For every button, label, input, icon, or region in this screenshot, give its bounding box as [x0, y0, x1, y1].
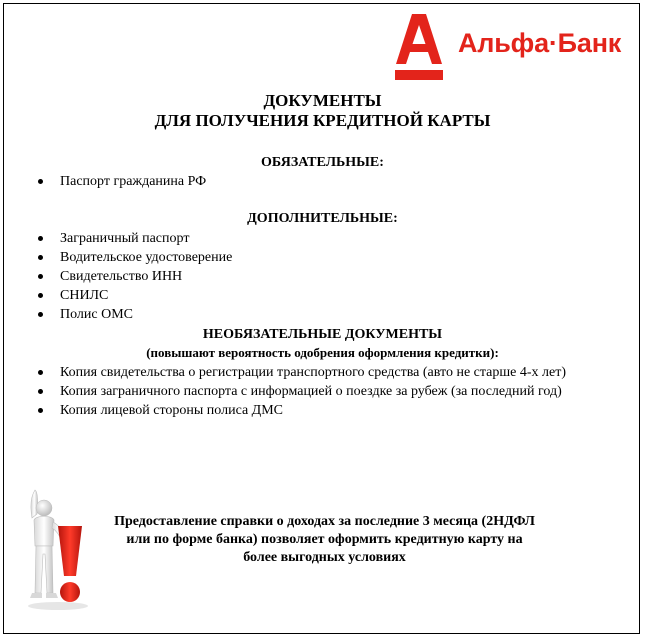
additional-list — [4, 229, 641, 324]
bullet-icon — [38, 236, 43, 241]
bullet-icon — [38, 293, 43, 298]
document-subtitle: ДЛЯ ПОЛУЧЕНИЯ КРЕДИТНОЙ КАРТЫ — [154, 111, 491, 130]
list-item: Копия лицевой стороны полиса ДМС — [4, 401, 641, 420]
bullet-icon — [38, 389, 43, 394]
list-item: Полис ОМС — [4, 305, 641, 324]
bullet-icon — [38, 408, 43, 413]
list-item: СНИЛС — [4, 286, 641, 305]
list-item: Копия свидетельства о регистрации транспортного средства (авто не старше 4-х лет) — [4, 363, 641, 382]
list-item: Водительское удостоверение — [4, 248, 641, 267]
optional-list — [4, 363, 641, 420]
required-heading: ОБЯЗАТЕЛЬНЫЕ: — [261, 155, 384, 170]
alfa-bank-logo — [395, 14, 625, 84]
income-note: Предоставление справки о доходах за последние 3 месяца (2НДФЛ или по форме банка) позволяет оформить кредитную карту на более выгодных условиях — [114, 514, 535, 565]
list-item: Паспорт гражданина РФ — [4, 172, 641, 191]
logo-text: Альфа·Банк — [458, 28, 622, 58]
bullet-icon — [38, 274, 43, 279]
bullet-icon — [38, 312, 43, 317]
list-item: Заграничный паспорт — [4, 229, 641, 248]
exclamation-figure-icon — [20, 488, 92, 612]
required-list — [4, 172, 641, 191]
document-title: ДОКУМЕНТЫ — [263, 91, 382, 110]
additional-heading: ДОПОЛНИТЕЛЬНЫЕ: — [247, 211, 398, 226]
list-item: Копия заграничного паспорта с информацией о поездке за рубеж (за последний год) — [4, 382, 641, 401]
bullet-icon — [38, 179, 43, 184]
bullet-icon — [38, 255, 43, 260]
list-item: Свидетельство ИНН — [4, 267, 641, 286]
optional-subheading: (повышают вероятность одобрения оформления кредитки): — [146, 345, 499, 360]
alfa-a-logo-icon — [395, 14, 443, 80]
bullet-icon — [38, 370, 43, 375]
optional-heading: НЕОБЯЗАТЕЛЬНЫЕ ДОКУМЕНТЫ — [202, 327, 443, 342]
document-page — [3, 3, 640, 634]
